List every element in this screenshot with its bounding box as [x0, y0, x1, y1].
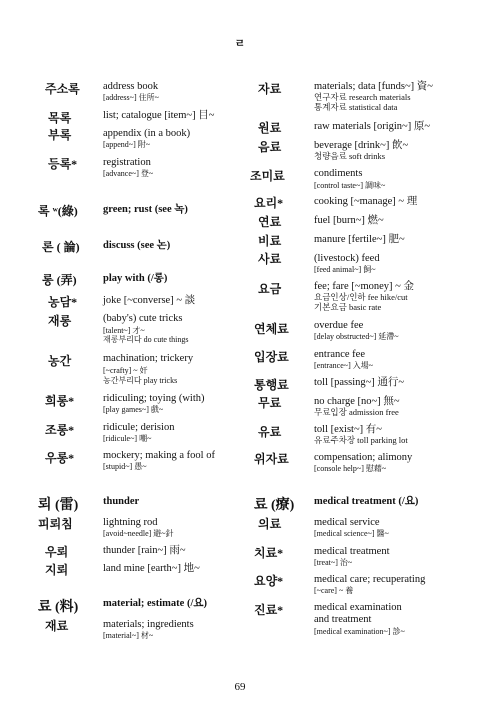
entry-definition: material; estimate (/요) [103, 598, 208, 609]
entry-headword: 유료 [258, 425, 282, 439]
entry-headword: 위자료 [254, 452, 289, 466]
entry-headword: 희롱* [45, 394, 75, 408]
page-number: 69 [234, 681, 246, 693]
entry-headword: 진료* [254, 603, 284, 617]
entry-example: 연구자료 research materials [314, 92, 411, 102]
entry-etymology: [address~] 住所~ [103, 93, 159, 102]
entry-definition: materials; data [funds~] 資~ [314, 81, 433, 92]
entry-headword: 입장료 [254, 350, 289, 364]
entry-example: 무료입장 admission free [314, 407, 399, 417]
entry-headword: 원료 [258, 121, 282, 135]
entry-definition: list; catalogue [item~] 目~ [103, 110, 215, 121]
entry-headword: 사료 [258, 252, 282, 266]
entry-definition: lightning rod [103, 517, 158, 528]
entry-headword: 부록 [48, 128, 72, 142]
entry-definition: thunder [rain~] 雨~ [103, 545, 186, 556]
entry-example: 농간부리다 play tricks [103, 376, 178, 385]
entry-headword: 조롱* [45, 423, 75, 437]
entry-definition: address book [103, 81, 159, 92]
entry-etymology: [medical examination~] 診~ [314, 627, 405, 636]
entry-definition: cooking [~manage] ~ 理 [314, 196, 418, 207]
entry-example: 유료주차장 toll parking lot [314, 435, 408, 445]
entry-etymology: [talent~] 才~ [103, 326, 145, 335]
entry-definition: materials; ingredients [103, 619, 194, 630]
entry-definition: compensation; alimony [314, 452, 413, 463]
entry-etymology: [delay obstructed~] 延滯~ [314, 332, 399, 341]
entry-definition: entrance fee [314, 349, 365, 360]
entry-headword: 론 ( 論) [42, 240, 80, 254]
entry-definition: beverage [drink~] 飲~ [314, 140, 409, 151]
entry-etymology: [play games~] 戲~ [103, 405, 164, 414]
entry-etymology: [ridicule~] 嘲~ [103, 434, 152, 443]
entry-definition: toll [passing~] 通行~ [314, 377, 405, 388]
entry-etymology: [console help~] 慰藉~ [314, 464, 387, 473]
entry-headword: 요리* [254, 196, 284, 210]
entry-definition: condiments [314, 168, 363, 179]
entry-definition: mockery; making a fool of [103, 450, 215, 461]
entry-definition: green; rust (see 녹) [103, 204, 188, 215]
entry-etymology: [control taste~] 調味~ [314, 181, 386, 190]
entry-definition: overdue fee [314, 320, 364, 331]
entry-headword: 요양* [254, 574, 284, 588]
entry-definition-cont: and treatment [314, 614, 372, 625]
entry-definition: medical care; recuperating [314, 574, 426, 585]
entry-headword: 료 (療) [254, 498, 295, 513]
entry-definition: discuss (see 논) [103, 240, 171, 251]
entry-etymology: [~care] ~ 養 [314, 586, 354, 595]
entry-definition: medical examination [314, 602, 402, 613]
entry-example: 청량음료 soft drinks [314, 151, 386, 161]
entry-definition: machination; trickery [103, 353, 194, 364]
entry-headword: 료 (料) [38, 600, 79, 615]
entry-definition: fuel [burn~] 燃~ [314, 215, 384, 226]
entry-definition: ridicule; derision [103, 422, 175, 433]
entry-example: 재롱부리다 do cute things [103, 335, 189, 344]
entry-example: 요금인상/인하 fee hike/cut [314, 292, 408, 302]
entry-definition: registration [103, 157, 151, 168]
entry-headword: 목록 [48, 111, 72, 125]
entry-definition: medical treatment (/요) [314, 496, 419, 507]
entry-headword: 지뢰 [45, 563, 69, 577]
entry-headword: 자료 [258, 82, 282, 96]
entry-etymology: [append~] 附~ [103, 140, 151, 149]
entry-definition: joke [~converse] ~ 談 [103, 295, 196, 306]
entry-headword: 뢰 (雷) [38, 498, 79, 513]
entry-etymology: [material~] 材~ [103, 631, 154, 640]
entry-etymology: [feed animal~] 飼~ [314, 265, 376, 274]
entry-etymology: [stupid~] 愚~ [103, 462, 147, 471]
entry-headword: 롱 (弄) [42, 273, 77, 287]
entry-definition: toll [exist~] 有~ [314, 424, 382, 435]
page-header-letter: ㄹ [234, 38, 246, 50]
entry-definition: manure [fertile~] 肥~ [314, 234, 405, 245]
entry-headword: 음료 [258, 140, 282, 154]
entry-definition: land mine [earth~] 地~ [103, 563, 200, 574]
entry-headword: 피뢰침 [38, 517, 73, 531]
entry-definition: ridiculing; toying (with) [103, 393, 205, 404]
entry-etymology: [avoid~needle] 避~針 [103, 529, 174, 538]
entry-etymology: [~crafty] ~ 奸 [103, 366, 148, 375]
entry-definition: no charge [no~] 無~ [314, 396, 400, 407]
entry-headword: 농담* [48, 295, 78, 309]
entry-definition: appendix (in a book) [103, 128, 191, 139]
entry-headword: 우롱* [45, 451, 75, 465]
entry-example: 통계자료 statistical data [314, 102, 398, 112]
entry-headword: 재롱 [48, 314, 72, 328]
entry-definition: medical service [314, 517, 380, 528]
entry-headword: 통행료 [254, 378, 289, 392]
entry-headword: 의료 [258, 517, 282, 531]
entry-example: 기본요금 basic rate [314, 302, 382, 312]
entry-headword: 연체료 [254, 322, 289, 336]
entry-headword: 등록* [48, 157, 78, 171]
entry-headword: 주소록 [45, 82, 80, 96]
entry-definition: raw materials [origin~] 原~ [314, 121, 431, 132]
entry-etymology: [entrance~] 入場~ [314, 361, 374, 370]
entry-headword: 록 ʷ(綠) [38, 204, 78, 218]
entry-definition: thunder [103, 496, 140, 507]
entry-headword: 비료 [258, 234, 282, 248]
entry-headword: 우뢰 [45, 545, 69, 559]
entry-headword: 요금 [258, 282, 282, 296]
entry-headword: 재료 [45, 619, 69, 633]
entry-etymology: [treat~] 治~ [314, 558, 353, 567]
entry-headword: 조미료 [250, 169, 285, 183]
entry-headword: 연료 [258, 215, 282, 229]
entry-definition: (livestock) feed [314, 253, 380, 264]
entry-headword: 농간 [48, 354, 72, 368]
entry-etymology: [medical science~] 醫~ [314, 529, 389, 538]
entry-definition: medical treatment [314, 546, 390, 557]
entry-definition: play with (/롱) [103, 273, 168, 284]
entry-headword: 무료 [258, 396, 282, 410]
entry-definition: fee; fare [~money] ~ 金 [314, 281, 414, 292]
entry-definition: (baby's) cute tricks [103, 313, 183, 324]
entry-etymology: [advance~] 登~ [103, 169, 154, 178]
entry-headword: 치료* [254, 546, 284, 560]
